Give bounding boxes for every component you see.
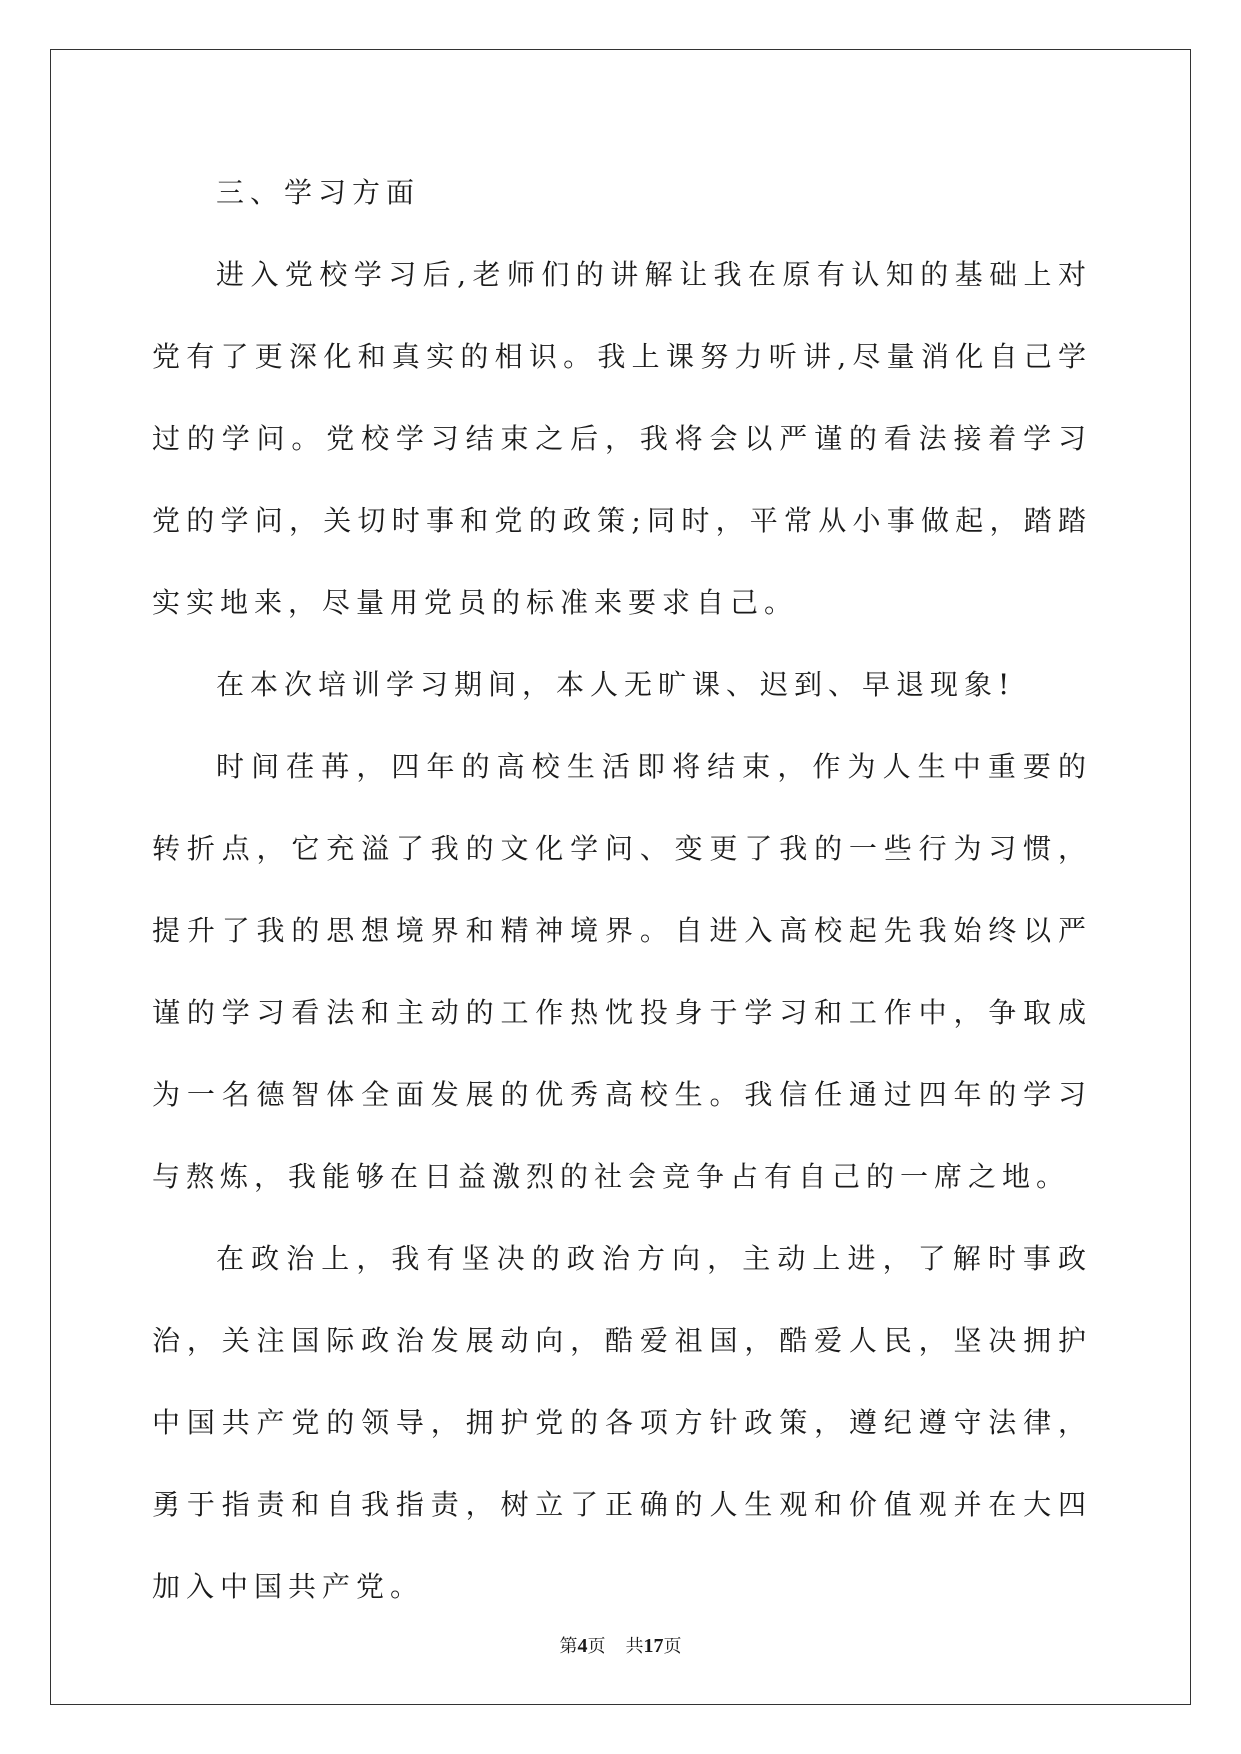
footer-total-suffix: 页 [663,1636,682,1657]
page-footer [0,1632,1241,1658]
current-page-number: 4 [577,1635,588,1657]
paragraph: 在政治上，我有坚决的政治方向，主动上进，了解时事政治，关注国际政治发展动向，酷爱祖国，酷爱人民，坚决拥护中国共产党的领导，拥护党的各项方针政策，遵纪遵守法律，勇于指责和自我指责，树立了正确的人生观和价值观并在大四加入中国共产党。 [152,1242,1092,1603]
total-pages-number: 17 [643,1635,664,1657]
paragraph: 进入党校学习后,老师们的讲解让我在原有认知的基础上对党有了更深化和真实的相识。我上课努力听讲,尽量消化自己学过的学问。党校学习结束之后，我将会以严谨的看法接着学习党的学问，关切时事和党的政策;同时，平常从小事做起，踏踏实实地来，尽量用党员的标准来要求自己。 [152,258,1092,619]
footer-total-prefix: 共 [625,1636,644,1657]
footer-prefix: 第 [559,1636,578,1657]
document-body [152,152,1092,1628]
paragraph: 时间荏苒，四年的高校生活即将结束，作为人生中重要的转折点，它充溢了我的文化学问、变更了我的一些行为习惯，提升了我的思想境界和精神境界。自进入高校起先我始终以严谨的学习看法和主动的工作热忱投身于学习和工作中，争取成为一名德智体全面发展的优秀高校生。我信任通过四年的学习与熬炼，我能够在日益激烈的社会竞争占有自己的一席之地。 [152,750,1092,1193]
footer-page-suffix: 页 [587,1636,606,1657]
paragraph: 在本次培训学习期间，本人无旷课、迟到、早退现象! [216,668,1016,701]
section-heading: 三、学习方面 [216,176,421,209]
